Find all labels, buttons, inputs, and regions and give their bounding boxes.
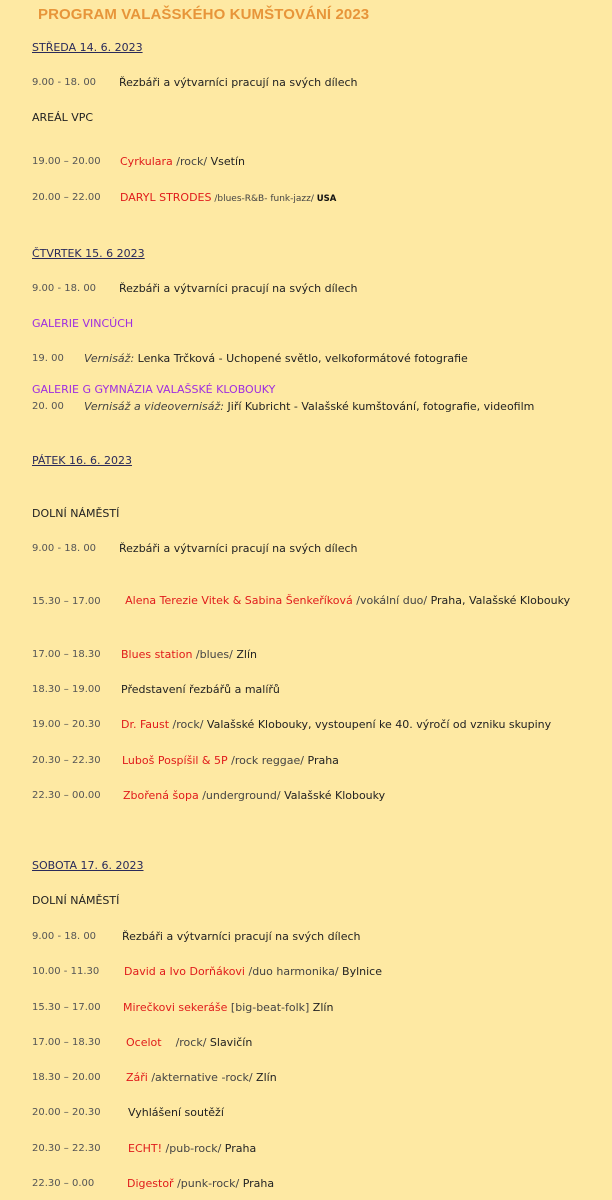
origin: Bylnice <box>342 965 382 978</box>
event-text: Řezbáři a výtvarníci pracují na svých dílech <box>119 76 358 89</box>
event-text: Řezbáři a výtvarníci pracují na svých dílech <box>119 542 358 555</box>
event-time: 19.00 – 20.00 <box>32 156 101 167</box>
event-time: 17.00 – 18.30 <box>32 1037 101 1048</box>
event-text <box>121 716 551 734</box>
event-time: 20. 00 <box>32 401 64 412</box>
origin: Slavičín <box>209 1036 253 1049</box>
day-heading-friday: PÁTEK 16. 6. 2023 <box>32 454 132 467</box>
origin: Praha <box>242 1177 275 1190</box>
event-time: 20.30 – 22.30 <box>32 1143 101 1154</box>
exhibition-title: Jiří Kubricht - Valašské kumštování, fotografie, videofilm <box>224 400 535 413</box>
event-time: 20.30 – 22.30 <box>32 755 101 766</box>
genre: /akternative -rock/ <box>147 1071 257 1084</box>
event-text <box>128 1140 256 1158</box>
event-time: 19.00 – 20.30 <box>32 719 101 730</box>
event-time: 18.30 – 20.00 <box>32 1072 101 1083</box>
performer-name: Záři <box>126 1071 148 1084</box>
genre: [big-beat-folk] <box>227 1001 313 1014</box>
event-time: 9.00 - 18. 00 <box>32 543 97 554</box>
event-time: 9.00 - 18. 00 <box>32 77 97 88</box>
performer-name: David a Ivo Dorňákovi <box>124 965 245 978</box>
performer-name: Alena Terezie Vitek & Sabina Šenkeříková <box>125 594 353 607</box>
event-text <box>126 1034 252 1052</box>
event-label: Vernisáž a videovernisáž: <box>84 400 225 413</box>
genre: /pub-rock/ <box>162 1142 225 1155</box>
event-time: 9.00 - 18. 00 <box>32 283 97 294</box>
venue-heading: AREÁL VPC <box>32 111 94 124</box>
schedule-row <box>32 592 572 611</box>
venue-heading: GALERIE VINCÚCH <box>32 317 134 330</box>
event-time: 18.30 – 19.00 <box>32 684 101 695</box>
origin: Zlín <box>312 1001 334 1014</box>
event-text <box>124 963 382 981</box>
genre: /rock reggae/ <box>227 754 308 767</box>
performer-name: Ocelot <box>126 1036 162 1049</box>
genre: /rock/ <box>172 155 211 168</box>
origin: Praha <box>224 1142 257 1155</box>
performer-name: ECHT! <box>128 1142 163 1155</box>
origin: USA <box>316 194 337 204</box>
event-time: 15.30 – 17.00 <box>32 1002 101 1013</box>
event-time: 22.30 – 00.00 <box>32 790 101 801</box>
event-text: Vyhlášení soutěží <box>128 1106 224 1119</box>
event-text: Řezbáři a výtvarníci pracují na svých dílech <box>119 282 358 295</box>
genre: /blues-R&B- funk-jazz/ <box>211 194 317 204</box>
performer-name: Luboš Pospíšil & 5P <box>122 754 228 767</box>
venue-heading: GALERIE G GYMNÁZIA VALAŠSKÉ KLOBOUKY <box>32 383 276 396</box>
event-time: 20.00 – 20.30 <box>32 1107 101 1118</box>
page-title: PROGRAM VALAŠSKÉHO KUMŠTOVÁNÍ 2023 <box>38 6 370 23</box>
performer-name: Zbořená šopa <box>123 789 199 802</box>
event-text <box>84 350 468 368</box>
origin: Praha <box>307 754 339 767</box>
event-time: 20.00 – 22.00 <box>32 192 101 203</box>
origin: Valašské Klobouky, vystoupení ke 40. výročí od vzniku skupiny <box>206 718 552 731</box>
origin: Zlín <box>236 648 257 661</box>
event-text <box>123 787 385 805</box>
event-time: 22.30 – 0.00 <box>32 1178 95 1189</box>
performer-name: Dr. Faust <box>121 718 170 731</box>
origin: Vsetín <box>210 155 245 168</box>
genre: /punk-rock/ <box>173 1177 243 1190</box>
performer-name: Mirečkovi sekeráše <box>123 1001 228 1014</box>
event-time: 9.00 - 18. 00 <box>32 931 97 942</box>
event-text <box>123 999 333 1017</box>
event-time: 10.00 - 11.30 <box>32 966 100 977</box>
genre: /blues/ <box>192 648 237 661</box>
venue-heading: DOLNÍ NÁMĚSTÍ <box>32 507 120 520</box>
event-text: Představení řezbářů a malířů <box>121 683 280 696</box>
event-time: 15.30 – 17.00 <box>32 596 101 607</box>
genre: /underground/ <box>198 789 285 802</box>
exhibition-title: Lenka Trčková - Uchopené světlo, velkoformátové fotografie <box>134 352 468 365</box>
event-text <box>122 752 339 770</box>
event-text <box>127 1175 274 1193</box>
day-heading-thursday: ČTVRTEK 15. 6 2023 <box>32 247 145 260</box>
day-heading-saturday: SOBOTA 17. 6. 2023 <box>32 859 144 872</box>
genre: /vokální duo/ <box>352 594 431 607</box>
origin: Valašské Klobouky <box>284 789 386 802</box>
performer-name: Cyrkulara <box>120 155 173 168</box>
performer-name: Digestoř <box>127 1177 174 1190</box>
venue-heading: DOLNÍ NÁMĚSTÍ <box>32 894 120 907</box>
event-text <box>120 153 245 171</box>
event-time: 17.00 – 18.30 <box>32 649 101 660</box>
event-label: Vernisáž: <box>84 352 135 365</box>
performer-name: Blues station <box>121 648 193 661</box>
event-text <box>121 646 257 664</box>
origin: Zlín <box>256 1071 277 1084</box>
performer-name: DARYL STRODES <box>120 191 212 204</box>
origin: Praha, Valašské Klobouky <box>430 594 571 607</box>
day-heading-wednesday: STŘEDA 14. 6. 2023 <box>32 41 143 54</box>
event-text <box>84 398 534 416</box>
genre: /duo harmonika/ <box>245 965 343 978</box>
event-time: 19. 00 <box>32 353 64 364</box>
genre: /rock/ <box>161 1036 210 1049</box>
event-text <box>120 189 336 208</box>
event-text <box>126 1069 277 1087</box>
event-text: Řezbáři a výtvarníci pracují na svých dílech <box>122 930 361 943</box>
genre: /rock/ <box>169 718 207 731</box>
